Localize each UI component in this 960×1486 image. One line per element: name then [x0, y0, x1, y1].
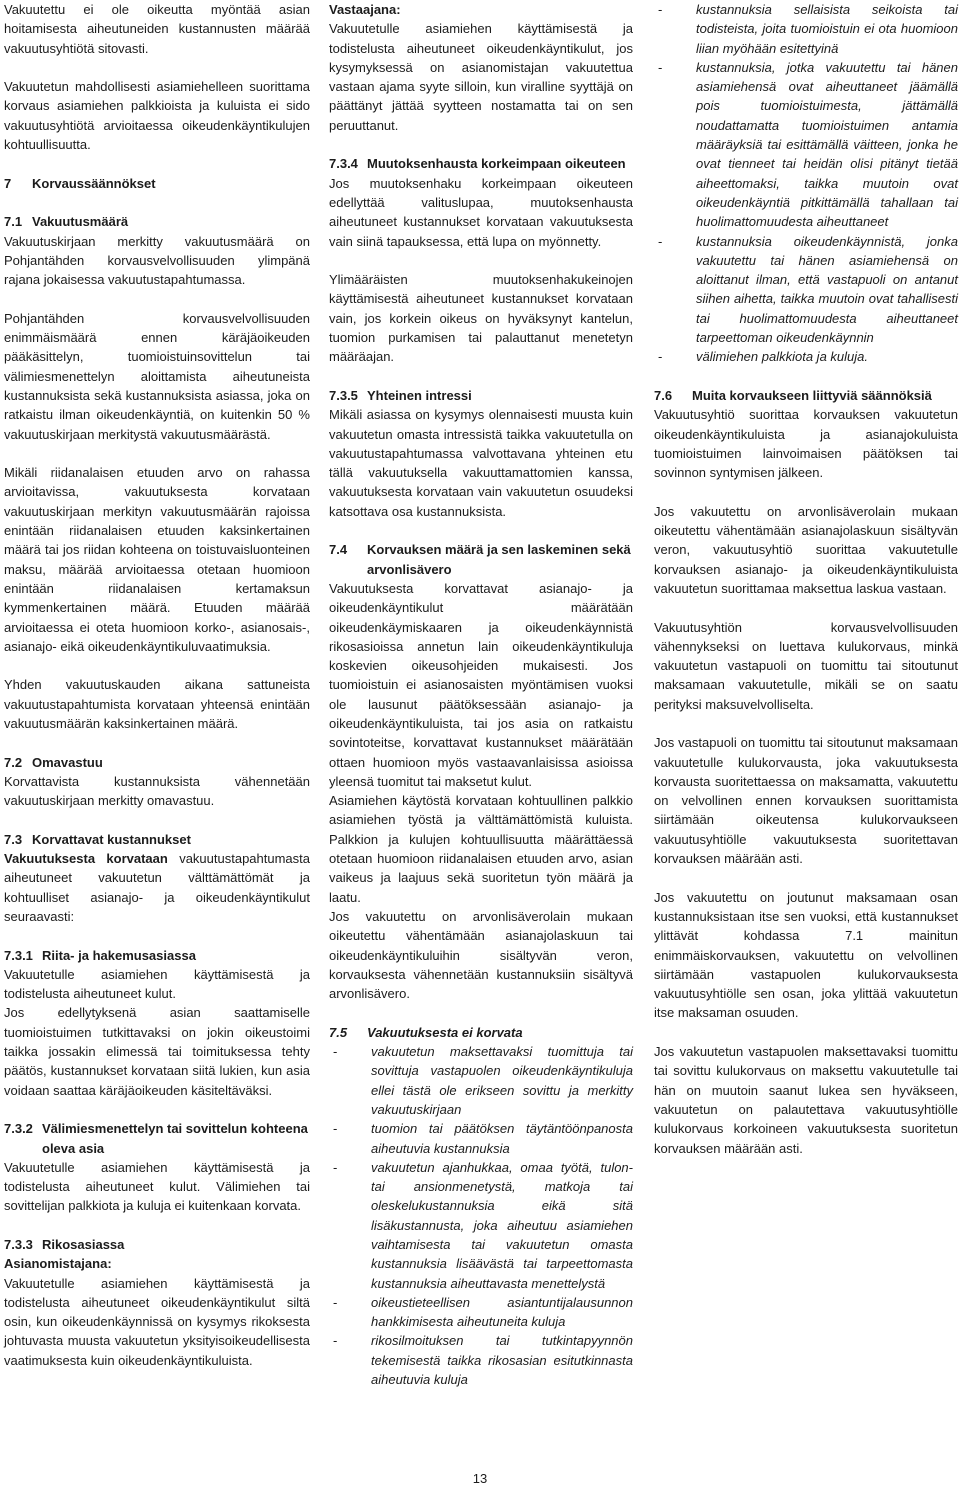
section-title: Rikosasiassa	[42, 1237, 125, 1252]
paragraph: Mikäli asiassa on kysymys olennaisesti muusta kuin vakuutetun omasta intressistä taikka vakuutetulla on vakuutustapahtumassa valvottavana yhteinen etu tällä vakuutuksella vakuuttamattomien kanssa, vakuutuksesta korvataan vain vakuutetun osuudeksi katsottava osa kustannuksista.	[329, 407, 633, 519]
section-heading-7	[4, 174, 310, 193]
list-item: - tuomion tai päätöksen täytäntöönpanosta aiheutuvia kustannuksia	[329, 1119, 633, 1158]
bold-lead: Vakuutuksesta korvataan	[4, 851, 168, 867]
section-title: Korvauksen määrä ja sen laskeminen sekä arvonlisävero	[367, 542, 631, 577]
section-title: Vakuutusmäärä	[32, 214, 129, 230]
column-left	[4, 0, 310, 1370]
subsection-label: Vastaajana:	[329, 2, 401, 17]
list-item: - kustannuksia, jotka vakuutettu tai hänen asiamiehensä ovat aiheuttaneet jäämällä pois tuomioistuimesta, jättämällä noudattamatta tuomioistuimen antamia määräyksiä tai esittämällä väitteen, jonka he ovat tienneet tai heidän olisi pitänyt tietää aiheettomaksi, taikka muutoin ovat oikeudenkäyntiä pitkittämällä tahallaan tai huolimattomuudesta aiheuttaneet	[654, 58, 958, 232]
section-heading-7-6	[654, 386, 958, 405]
column-right	[654, 0, 958, 1158]
section-title: Muita korvaukseen liittyviä säännöksiä	[692, 387, 932, 403]
section-title: Muutoksenhausta korkeimpaan oikeuteen	[367, 156, 626, 172]
paragraph: Jos edellytyksenä asian saattamiselle tuomioistuimen tutkittavaksi on jokin oikeustoimi taikka jossakin elimessä tai toimituksessa tehty päätös, kustannukset korvataan siitä lukien, kun asia voidaan saattaa käräjäoikeuden käsiteltäväksi.	[4, 1005, 310, 1098]
section-heading-7-1	[4, 212, 310, 231]
paragraph-text: vakuutustapahtumasta aiheutuneet vakuutetun välttämättömät ja kohtuulliset asianajo- ja oikeudenkäyntikulut seuraavasti:	[4, 851, 310, 924]
paragraph: Asiamiehen käytöstä korvataan kohtuullinen palkkio asiamiehen työstä ja välttämättömistä kuluista. Palkkion ja kulujen kohtuullisuutta määrättäessä otetaan huomioon riidanalaisen etuuden arvo, asian vaikeus ja laajuus sekä suoritetun työn määrä ja laatu.	[329, 793, 633, 905]
paragraph: Pohjantähden korvausvelvollisuuden enimmäismäärä ennen käräjäoikeuden pääkäsittelyn, tuomioistuinsovittelun tai välimiesmenettelyn aloittamista aiheutuneista kustannuksista sekä kustannuksista asiassa, joka on ratkaistu ilman oikeudenkäyntiä, on kuitenkin 50 % vakuutuskirjaan merkitystä vakuutusmäärästä.	[4, 310, 310, 442]
section-title: Riita- ja hakemusasiassa	[42, 947, 196, 963]
section-title: Korvattavat kustannukset	[32, 831, 191, 847]
section-heading-7-3-3	[4, 1235, 310, 1254]
paragraph: Mikäli riidanalaisen etuuden arvo on rahassa arvioitavissa, vakuutuksesta korvataan vakuutuskirjaan merkityn vakuutusmäärän rajoissa enintään riidanalaisen etuuden kaksinkertainen määrä tai jos riidan kohteena on toistuvaisluonteinen maksu, määrää arvioitaessa otetaan huomioon enintään riidanalaisen kertamaksun kymmenkertainen määrä. Etuuden määrää arvioitaessa ei oteta huomioon korko-, asianosais-, asianajo- eikä oikeudenkäyntikuluvaatimuksia.	[4, 465, 310, 654]
section-heading-7-2	[4, 753, 310, 772]
list-item: - kustannuksia oikeudenkäynnistä, jonka vakuutettu tai hänen asiamiehensä on aloittanut ilman, että vastapuoli on antanut siihen aihetta, taikka muutoin ovat tahallisesti tai huolimattomuudesta aiheuttaneet tarpeettoman oikeudenkäynnin	[654, 232, 958, 348]
section-title: Yhteinen intressi	[367, 387, 472, 403]
section-heading-7-3-1	[4, 946, 310, 965]
page-number: 13	[472, 1471, 488, 1486]
list-item: - vakuutetun ajanhukkaa, omaa työtä, tulon- tai ansionmenetystä, matkoja tai oleskelukustannuksia eikä sitä lisäkustannusta, joka aiheutuu asiamiehen vaihtamisesta tai vakuutetun omasta kustannuksia lisäävästä tai tarpeettomasta kustannuksia aiheuttavasta menettelystä	[329, 1158, 633, 1293]
section-number: 7.2	[4, 754, 23, 770]
section-number: 7.1	[4, 214, 23, 230]
paragraph: Vakuutusyhtiö suorittaa korvauksen vakuutetun oikeudenkäyntikuluista ja asianajokuluista tuomioistuimen lainvoimaisen päätöksen tai sovinnon syntymisen jälkeen.	[654, 407, 958, 481]
paragraph: Jos vakuutettu on arvonlisäverolain mukaan oikeutettu vähentämään asianajolaskuun sisältyvän veron, vakuutusyhtiö suorittaa vakuutetulle korvauksen asianajo- ja oikeudenkäyntikuluista vakuutetun suorittamaa maksettua laskua vastaan.	[654, 503, 958, 596]
list-item: - välimiehen palkkiota ja kuluja.	[654, 347, 958, 366]
paragraph: Ylimääräisten muutoksenhakukeinojen käyttämisestä aiheutuneet kustannukset korvataan vain, jos korkein oikeus on hyväksynyt kantelun, tuomion purkamisen tai palauttanut menetetyn määräajan.	[329, 272, 633, 365]
subsection-label: Asianomistajana:	[4, 1256, 112, 1272]
section-heading-7-3	[4, 830, 310, 849]
column-middle	[329, 0, 633, 1389]
paragraph: Vakuutetulle asiamiehen käyttämisestä ja todistelusta aiheutuneet oikeudenkäyntikulut, jos kysymyksessä on asianomistajan vakuutettua vastaan ajama syyte silloin, kun viralline syyttäjä on päättänyt jättää syytteen nostamatta tai on sen peruuttanut.	[329, 21, 633, 133]
paragraph: Vakuutetulle asiamiehen käyttämisestä ja todistelusta aiheutuneet kulut.	[4, 966, 310, 1002]
section-heading-7-5	[329, 1023, 633, 1042]
paragraph: Jos vakuutetun vastapuolen maksettavaksi tuomittu tai sovittu kulukorvaus on maksettu vakuutetulle tai hän on muutoin saanut lukea sen hyväkseen, vakuutetun on palautettava vakuutusyhtiölle kulukorvaus korkoineen vakuutuksesta suoritetun korvauksen määrään asti.	[654, 1044, 958, 1156]
paragraph: Vakuutettu ei ole oikeutta myöntää asian hoitamisesta aiheutuneiden kustannusten määrää vakuutusyhtiötä sitovasti.	[4, 2, 310, 56]
paragraph: Jos vastapuoli on tuomittu tai sitoutunut maksamaan vakuutetulle kulukorvausta, joka vakuutuksesta korvausta suoritettaessa on maksamatta, vakuutettu on velvollinen ennen korvauksen suorittamista siirtämään oikeutensa kulukorvaukseen vakuutusyhtiölle vakuutuksesta suoritettavan korvauksen määrään asti.	[654, 735, 958, 867]
section-number: 7.3.1	[4, 947, 33, 963]
section-heading-7-4	[329, 540, 633, 579]
section-heading-7-3-5	[329, 386, 633, 405]
section-heading-7-3-4	[329, 154, 633, 173]
list-item: - kustannuksia sellaisista seikoista tai todisteista, joita tuomioistuin ei ota huomioon liian myöhään esitettyinä	[654, 0, 958, 58]
section-number: 7.3	[4, 831, 23, 847]
exclusions-list	[329, 1042, 633, 1389]
list-item: - oikeustieteellisen asiantuntijalausunnon hankkimisesta aiheutuneita kuluja	[329, 1293, 633, 1332]
section-number: 7.3.3	[4, 1237, 33, 1252]
exclusions-list-continued	[654, 0, 958, 367]
section-heading-7-3-2	[4, 1119, 310, 1158]
section-number: 7.3.2	[4, 1121, 33, 1137]
section-number: 7	[4, 175, 12, 191]
section-number: 7.3.4	[329, 156, 358, 172]
paragraph: Vakuutetulle asiamiehen käyttämisestä ja todistelusta aiheutuneet kulut. Välimiehen tai sovittelijan palkkiota ja kuluja ei kuitenkaan korvata.	[4, 1159, 310, 1214]
section-number: 7.4	[329, 542, 348, 558]
paragraph: Vakuutetulle asiamiehen käyttämisestä ja todistelusta aiheutuneet oikeudenkäyntikulut siltä osin, kun oikeudenkäynnissä on kysymys rikoksesta johtuvasta muusta vakuutetun yksityisoikeudellisesta vaatimuksesta kuin oikeudenkäyntikuluista.	[4, 1275, 310, 1368]
section-title: Vakuutuksesta ei korvata	[367, 1024, 523, 1040]
section-title: Korvaussäännökset	[32, 175, 156, 191]
section-title: Välimiesmenettelyn tai sovittelun kohteena oleva asia	[42, 1121, 308, 1156]
section-number: 7.5	[329, 1024, 348, 1040]
paragraph: Yhden vakuutuskauden aikana sattuneista vakuutustapahtumista korvataan yhteensä enintään vakuutusmäärän kaksinkertainen määrä.	[4, 677, 310, 731]
paragraph: Vakuutusyhtiön korvausvelvollisuuden vähennykseksi on luettava kulukorvaus, minkä vakuutetun vastapuoli on tuomittu tai sitoutunut maksamaan vakuutetulle, mikäli se on saatu perityksi maksuvelvolliselta.	[654, 619, 958, 712]
section-number: 7.6	[654, 387, 673, 403]
paragraph: Vakuutuksesta korvattavat asianajo- ja oikeudenkäyntikulut määrätään oikeudenkäymiskaaren ja oikeudenkäynnistä rikosasioissa annetun lain oikeudenkäyntikuluja koskevien oikeusohjeiden mukaisesti. Jos tuomioistuin ei asianosaisten myöntämisen vuoksi ole lausunut päätöksessään asianajo- ja oikeudenkäyntikuluista, tai jos asia on ratkaistu sovintoteitse, korvattavat kustannukset määrätään ottaen huomioon myös vastaavanlaisissa asioissa yleensä tuomitut tai maksetut kulut.	[329, 580, 633, 789]
list-item: - vakuutetun maksettavaksi tuomittuja tai sovittuja vastapuolen oikeudenkäyntikuluja ellei tästä ole erikseen sovittu ja merkitty vakuutuskirjaan	[329, 1042, 633, 1119]
paragraph: Vakuutuskirjaan merkitty vakuutusmäärä on Pohjantähden korvausvelvollisuuden ylimpänä rajana jokaisessa vakuutustapahtumassa.	[4, 233, 310, 288]
section-title: Omavastuu	[32, 754, 103, 770]
paragraph: Korvattavista kustannuksista vähennetään vakuutuskirjaan merkitty omavastuu.	[4, 773, 310, 809]
list-item: - rikosilmoituksen tai tutkintapyynnön tekemisestä taikka rikosasian esitutkinnasta aiheutuvia kuluja	[329, 1331, 633, 1389]
paragraph: Vakuutetun mahdollisesti asiamiehelleen suorittama korvaus asiamiehen palkkioista ja kuluista ei sido vakuutusyhtiötä arvioitaessa oikeudenkäyntikulujen kohtuullisuutta.	[4, 79, 310, 153]
paragraph: Jos vakuutettu on arvonlisäverolain mukaan oikeutettu vähentämään asianajolaskuun tai oikeudenkäyntikuluihin sisältyvän veron, korvauksesta vähennetään kustannuksiin sisältyvä arvonlisävero.	[329, 908, 633, 1002]
paragraph: Jos muutoksenhaku korkeimpaan oikeuteen edellyttää valituslupaa, muutoksenhausta aiheutuneet kustannukset korvataan vakuutuksesta vain siinä tapauksessa, että lupa on myönnetty.	[329, 175, 633, 249]
paragraph: Jos vakuutettu on joutunut maksamaan osan kustannuksistaan itse sen vuoksi, että kustannukset ylittävät kohdassa 7.1 mainitun enimmäiskorvauksen, vakuutettu on velvollinen siirtämään vastapuolen kulukorvauksesta vakuutusyhtiölle sen osan, joka ylittää vakuutetun itse maksaman osuuden.	[654, 889, 958, 1021]
section-number: 7.3.5	[329, 387, 358, 403]
paragraph	[4, 849, 310, 926]
